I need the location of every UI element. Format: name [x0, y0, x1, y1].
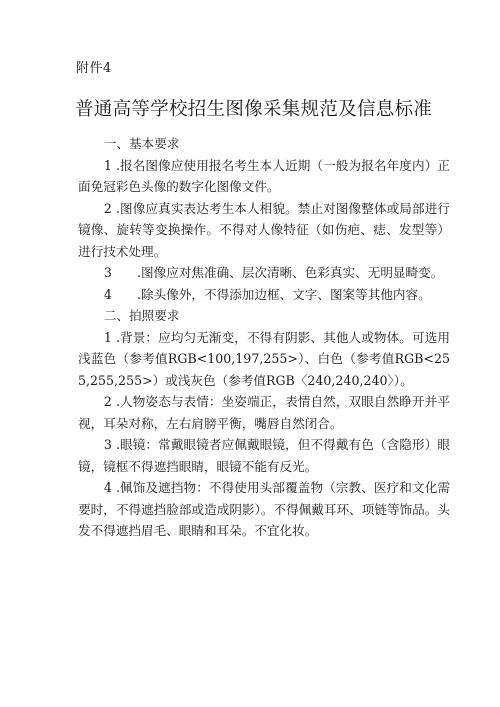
- photo-item-background: 1 .背景：应均匀无渐变，不得有阴影、其他人或物体。可选用浅蓝色（参考值RGB<100,197,255>）、白色（参考值RGB<255,255,255>）或浅灰色（参考值RGB〈240,240,240〉）。: [78, 329, 450, 388]
- document-body: [78, 133, 450, 542]
- basic-item-2: 2 .图像应真实表达考生本人相貌。禁止对图像整体或局部进行镜像、旋转等变换操作。不得对人像特征（如伤疤、痣、发型等）进行技术处理。: [78, 200, 450, 259]
- photo-item-accessories: 4 .佩饰及遮挡物：不得使用头部覆盖物（宗教、医疗和文化需要时，不得遮挡脸部或造成阴影）。不得佩戴耳环、项链等饰品。头发不得遮挡眉毛、眼睛和耳朵。不宜化妆。: [78, 480, 450, 538]
- document-title: 普通高等学校招生图像采集规范及信息标准: [75, 99, 433, 120]
- photo-item-glasses: 3 .眼镜：常戴眼镜者应佩戴眼镜，但不得戴有色（含隐形）眼镜，镜框不得遮挡眼睛，眼镜不能有反光。: [78, 437, 450, 474]
- section-heading-photo: 二、拍照要求: [103, 308, 180, 323]
- section-heading-basic: 一、基本要求: [103, 136, 180, 151]
- annex-label: 附件4: [76, 61, 112, 76]
- basic-item-4: 4 .除头像外，不得添加边框、文字、图案等其他内容。: [103, 286, 431, 302]
- basic-item-1: 1 .报名图像应使用报名考生本人近期（一般为报名年度内）正面免冠彩色头像的数字化图像文件。: [78, 157, 450, 194]
- basic-item-3: 3 .图像应对焦准确、层次清晰、色彩真实、无明显畸变。: [103, 265, 444, 280]
- photo-item-posture: 2 .人物姿态与表情：坐姿端正，表情自然，双眼自然睁开并平视，耳朵对称，左右肩膀平衡，嘴唇自然闭合。: [78, 394, 450, 431]
